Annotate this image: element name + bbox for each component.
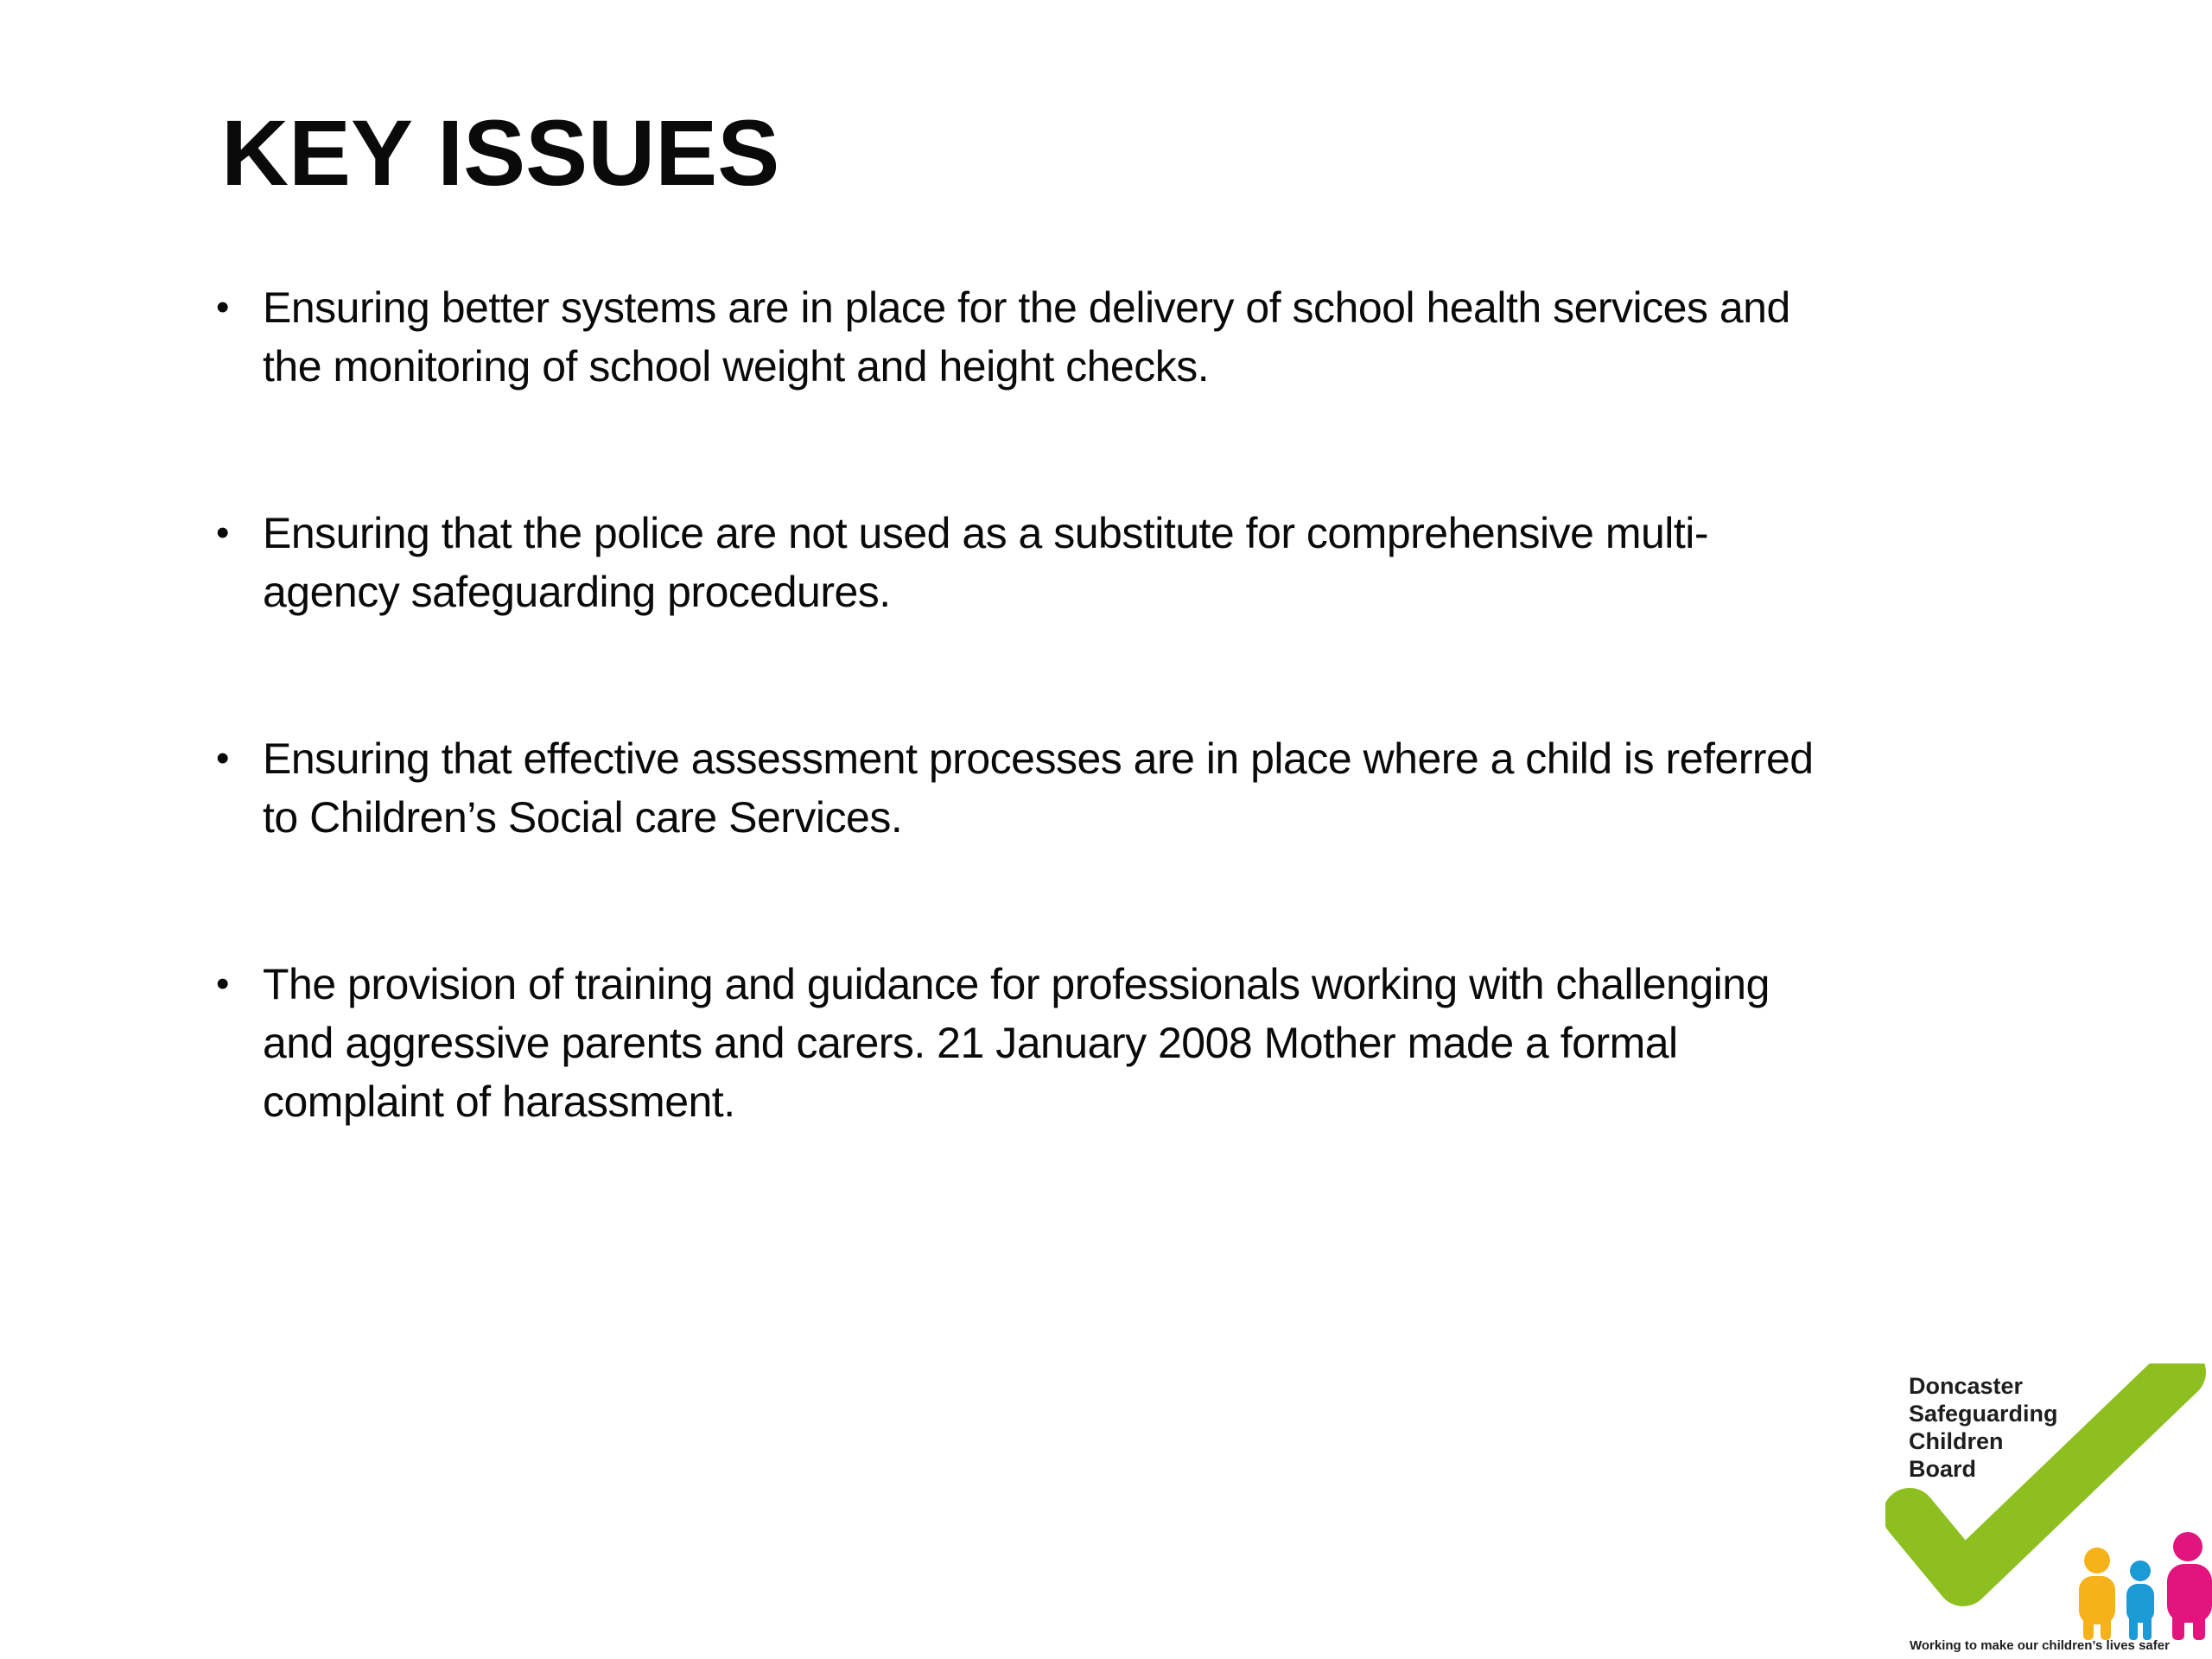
bullet-line: The provision of training and guidance for professionals working with challenging: [263, 960, 1770, 1008]
bullet-item: [216, 729, 2013, 847]
bullet-dot-icon: •: [216, 512, 229, 554]
bullet-line: to Children’s Social care Services.: [263, 793, 903, 842]
dscb-logo: [1885, 1363, 2212, 1659]
bullet-list: [216, 278, 2013, 1131]
bullet-line: and aggressive parents and carers. 21 January 2008 Mother made a formal: [263, 1019, 1678, 1067]
bullet-dot-icon: •: [216, 963, 229, 1005]
bullet-line: agency safeguarding procedures.: [263, 568, 891, 616]
bullet-item: [216, 278, 2013, 396]
logo-name: [1909, 1372, 2058, 1483]
bullet-line: the monitoring of school weight and height checks.: [263, 342, 1210, 391]
logo-name-line: Children: [1909, 1428, 2004, 1454]
figure-blue-icon: [2126, 1560, 2154, 1640]
bullet-dot-icon: •: [216, 737, 229, 779]
bullet-line: complaint of harassment.: [263, 1077, 735, 1126]
logo-tagline: Working to make our children’s lives safer: [1910, 1638, 2170, 1653]
bullet-line: Ensuring better systems are in place for the delivery of school health services and: [263, 283, 1790, 332]
logo-name-line: Board: [1909, 1456, 1977, 1482]
figure-pink-icon: [2167, 1532, 2212, 1640]
logo-name-line: Safeguarding: [1909, 1401, 2058, 1427]
bullet-dot-icon: •: [216, 286, 229, 328]
figure-yellow-icon: [2079, 1548, 2115, 1640]
slide-title: KEY ISSUES: [221, 100, 780, 205]
bullet-item: [216, 955, 2013, 1131]
bullet-item: [216, 504, 2013, 621]
bullet-line: Ensuring that the police are not used as a substitute for comprehensive multi-: [263, 509, 1709, 557]
bullet-line: Ensuring that effective assessment processes are in place where a child is referred: [263, 734, 1814, 783]
logo-name-line: Doncaster: [1909, 1373, 2024, 1399]
